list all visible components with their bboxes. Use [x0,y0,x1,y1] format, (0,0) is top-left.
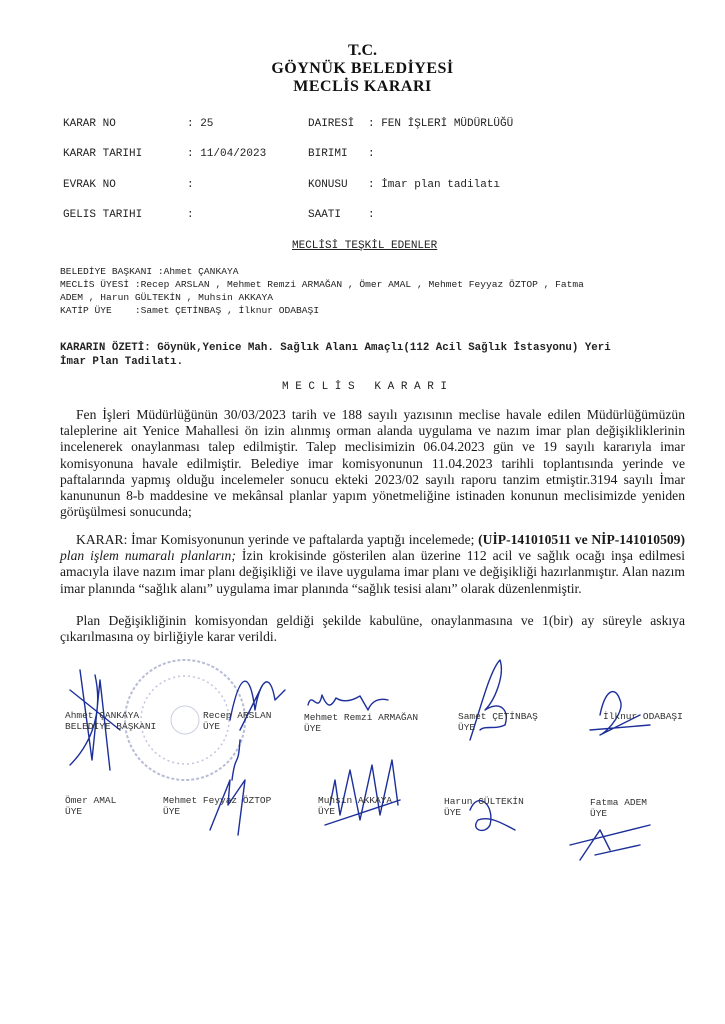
karar-tarihi-value: : 11/04/2023 [187,148,267,160]
signer-muhsin-name: Muhsin AKKAYA [318,795,393,806]
signer-harun-name: Harun GÜLTEKİN [444,796,524,807]
plan-numbers-caption: plan işlem numaralı planların; [60,548,236,564]
signer-mehmet-feyyaz-name: Mehmet Feyyaz ÖZTOP [163,795,272,806]
signer-fatma-role: ÜYE [590,808,608,819]
body-paragraph-1-text: Fen İşleri Müdürlüğünün 30/03/2023 tarih ve 188 sayılı yazısının meclise havale edilen Müdürlüğümüzün taleplerine ait Yenice Mahallesi ön izin alınmış orman alanda uygulama ve nazım imar plan değişikliklerinin incelenerek onaylanması talep edilmiştir. Talep meclisimizin 06.04.2023 gün ve 19 sayılı kararıyla imar komisyonuna havale edilmiştir. Belediye imar komisyonunun 11.04.2023 tarihli toplantısında yerinde ve paftalarında yapmış olduğu incelemeler sonucu ekteki 2023/02 sayılı raporu tanzim etmiştir.3194 sayılı İmar kanununun 8-b maddesine ve mekânsal planlar yapım yönetmeliğine istinaden konunun meclisimizde yeniden görüşülmesi sonucunda; [60,407,685,520]
konusu-value: : İmar plan tadilatı [368,179,501,191]
signer-samet-name: Samet ÇETİNBAŞ [458,711,538,722]
signature-fatma [570,825,650,860]
saati-value: : [368,209,375,221]
birimi-label: BIRIMI [308,148,348,160]
header-municipality: GÖYNÜK BELEDİYESİ [271,60,454,77]
header-decision: MECLİS KARARI [293,78,432,95]
signature-muhsin [325,760,400,825]
saati-label: SAATI [308,209,342,221]
council-title: MECLİSİ TEŞKİL EDENLER [292,240,438,252]
karar-no-value: : 25 [187,118,214,130]
council-clerks-line: KATİP ÜYE :Samet ÇETİNBAŞ , İlknur ODABAŞI [60,305,320,316]
evrak-no-label: EVRAK NO [63,179,116,191]
dairesi-label: DAIRESİ [308,118,355,130]
evrak-no-value: : [187,179,194,191]
decision-text-b: İzin krokisinde gösterilen alan üzerine 112 acil ve sağlık ocağı inşa edilmesi amacıyla ilave nazım imar planı değişikliği ve ilave uygulama imar planı ve değişikliği hazırlanmıştır. Alan nazım imar planında “sağlık alanı” uygulama imar planında “sağlık tesisi alanı” olarak düzenlenmiştir. [60,548,686,596]
dairesi-value: : FEN İŞLERİ MÜDÜRLÜĞÜ [368,118,514,130]
decision-title: M E C L İ S K A R A R I [282,381,448,393]
signer-mehmet-feyyaz-role: ÜYE [163,806,181,817]
signer-omer-amal-name: Ömer AMAL [65,795,117,806]
signer-recep-arslan-role: ÜYE [203,721,221,732]
signature-samet [470,660,506,740]
konusu-label: KONUSU [308,179,348,191]
signature-recep-arslan [230,681,285,780]
signer-mehmet-remzi-role: ÜYE [304,723,322,734]
signer-ilknur-name: İlknur ODABAŞI [603,711,683,722]
signer-mehmet-remzi-name: Mehmet Remzi ARMAĞAN [304,712,419,723]
signature-scribbles [0,630,725,870]
plan-numbers: (UİP-141010511 ve NİP-141010509) [478,532,685,547]
signature-mehmet-feyyaz [210,780,245,835]
karar-tarihi-label: KARAR TARIHI [63,148,143,160]
body-paragraph-2 [60,532,685,597]
karar-no-label: KARAR NO [63,118,116,130]
council-members-line: MECLİS ÜYESİ :Recep ARSLAN , Mehmet Remzi ARMAĞAN , Ömer AMAL , Mehmet Feyyaz ÖZTOP , Fatma [60,279,584,290]
signer-samet-role: ÜYE [458,722,476,733]
signer-mayor-role: BELEDİYE BAŞKANI [65,721,157,732]
birimi-value: : [368,148,375,160]
decision-summary-line-1: KARARIN ÖZETİ: Göynük,Yenice Mah. Sağlık Alanı Amaçlı(112 Acil Sağlık İstasyonu) Yeri [60,342,611,354]
body-paragraph-1 [60,407,685,520]
signer-fatma-name: Fatma ADEM [590,797,648,808]
decision-summary-line-2: İmar Plan Tadilatı. [60,356,184,368]
signer-harun-role: ÜYE [444,807,462,818]
council-mayor-line: BELEDİYE BAŞKANI :Ahmet ÇANKAYA [60,266,239,277]
gelis-tarihi-value: : [187,209,194,221]
signer-omer-amal-role: ÜYE [65,806,83,817]
council-members-line-2: ADEM , Harun GÜLTEKİN , Muhsin AKKAYA [60,292,274,303]
signer-muhsin-role: ÜYE [318,806,336,817]
signer-recep-arslan-name: Recep ARSLAN [203,710,272,721]
body-paragraph-3-text: Plan Değişikliğinin komisyondan geldiği şekilde kabulüne, onaylanmasına ve 1(bir) ay süreyle askıya çıkarılmasına oy birliğiyle karar verildi. [60,613,685,645]
signer-mayor-name: Ahmet ÇANKAYA [65,710,140,721]
signature-mehmet-remzi [308,695,388,710]
decision-text-a: KARAR: İmar Komisyonunun yerinde ve paftalarda yaptığı incelemede; [76,532,479,547]
header-tc: T.C. [347,42,378,59]
gelis-tarihi-label: GELIS TARIHI [63,209,143,221]
